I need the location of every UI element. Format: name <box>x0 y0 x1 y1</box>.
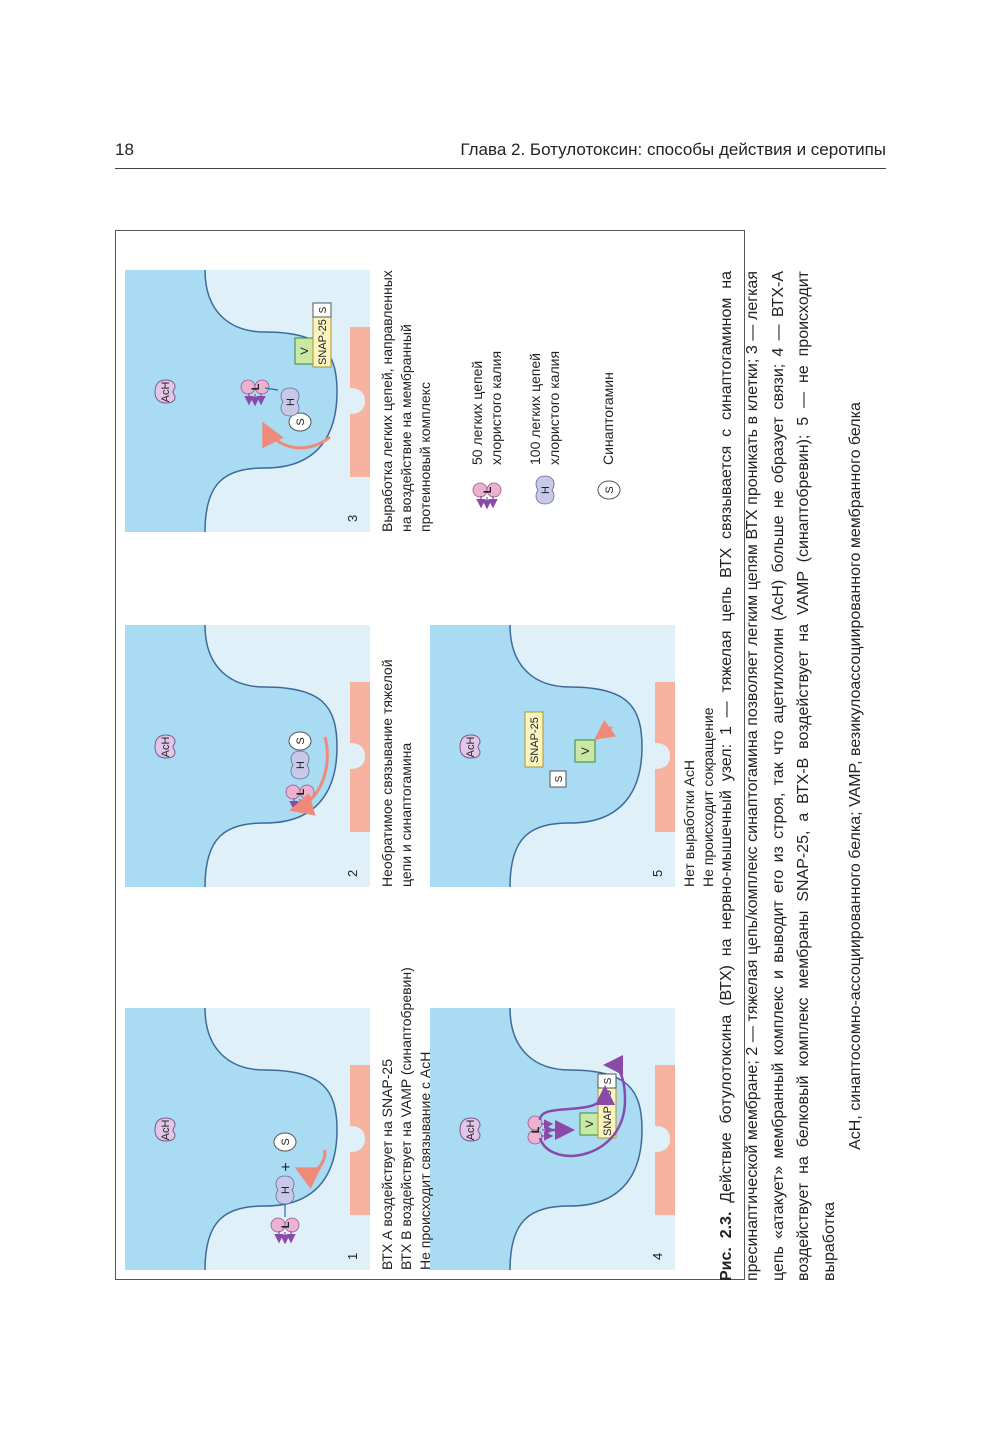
panel-2 <box>125 625 370 887</box>
page-number: 18 <box>115 140 134 159</box>
snap25-label: SNAP-25 <box>602 1090 614 1136</box>
legend-line: 100 легких цепей <box>527 353 543 465</box>
legend-line: 50 легких цепей <box>469 360 485 465</box>
legend-line: хлористого калия <box>488 350 504 465</box>
caption-text: Действие ботулотоксина (ВТХ) на нервно-мышечный узел: 1 — тяжелая цепь ВТХ связывается с синаптогамином на пресинаптической мембране; 2 — тяжелая цепь/комплекс синаптогамина позволяет легким цепям ВТХ проникать в клетки; 3 — легкая цепь «атакует» мембранный комплекс и выводит его из строя, так что ацетилхолин (AcH) больше не образует связи; 4 — ВТХ-А воздействует на белковый комплекс мембраны SNAP-25, а ВТХ-В воздействует на VAMP (синаптобревин); 5 — не происходит выработка <box>718 270 839 1281</box>
l-label: L <box>530 1126 542 1134</box>
h-label: H <box>295 761 307 769</box>
ach-label: AcH <box>160 736 172 758</box>
legend-item-light-chain <box>468 351 506 465</box>
s-box-label: S <box>318 306 329 314</box>
s-label: S <box>295 737 307 745</box>
legend-line: хлористого калия <box>546 350 562 465</box>
panel-number: 4 <box>650 1252 665 1260</box>
caption-line: ВТХ В воздействует на VAMP (синаптобревин) <box>398 967 414 1270</box>
legend-s-label: S <box>604 486 616 494</box>
panel-3-caption <box>378 270 435 532</box>
l-label: L <box>280 1221 292 1229</box>
panel-5 <box>430 625 675 887</box>
panel-2-caption <box>378 659 416 887</box>
running-title: Глава 2. Ботулотоксин: способы действия и серотипы <box>460 140 886 159</box>
panel-3 <box>125 270 370 532</box>
v-label: V <box>299 347 311 355</box>
ach-label: AcH <box>465 736 477 758</box>
ach-label: AcH <box>160 381 172 403</box>
caption-line: Не происходит сокращение <box>700 707 716 887</box>
h-label: H <box>280 1186 292 1194</box>
legend-item-heavy-chain <box>526 351 564 465</box>
v-label: V <box>584 1120 596 1128</box>
caption-line: на воздействие на мембранный <box>398 324 414 532</box>
caption-line: Не происходит связывание с AcH <box>417 1051 433 1270</box>
legend-l-label: L <box>482 486 494 494</box>
s-label: S <box>280 1138 292 1146</box>
caption-line: Необратимое связывание тяжелой <box>379 659 395 887</box>
caption-last-line: AcH, синаптосомно-ассоциированного белка; VAMP, везикулоассоциированного мембранного белка <box>846 402 864 1150</box>
l-label: L <box>295 788 307 796</box>
figure <box>115 230 745 1280</box>
caption-line: цепи и синаптогамина <box>398 742 414 887</box>
h-label: H <box>285 398 297 406</box>
ach-label: AcH <box>465 1119 477 1141</box>
panel-number: 5 <box>650 869 665 877</box>
panel-number: 3 <box>345 514 360 522</box>
legend-line: Синаптогамин <box>600 372 616 465</box>
s-label: S <box>295 418 307 426</box>
panel-number: 1 <box>345 1252 360 1260</box>
l-label: L <box>250 383 262 391</box>
panel-1 <box>125 1008 370 1270</box>
s-box-label: S <box>554 775 565 783</box>
panel-5-caption <box>680 708 718 888</box>
legend-item-synaptogamin <box>599 372 618 465</box>
panel-number: 2 <box>345 869 360 877</box>
header-rule <box>115 168 886 169</box>
figure-caption <box>714 270 864 1281</box>
caption-line: Нет выработки AcH <box>681 760 697 887</box>
snap25-label: SNAP-25 <box>529 717 541 763</box>
v-label: V <box>580 747 592 755</box>
snap25-label: SNAP-25 <box>317 319 329 365</box>
s-box-label: S <box>603 1077 614 1085</box>
caption-line: Выработка легких цепей, направленных <box>379 270 395 532</box>
ach-label: AcH <box>160 1119 172 1141</box>
caption-label: Рис. 2.3. <box>718 1211 735 1281</box>
panel-4 <box>430 1008 675 1270</box>
caption-line: ВТХ А воздействует на SNAP-25 <box>379 1059 395 1270</box>
plus-label: + <box>278 1162 295 1172</box>
panel-1-caption <box>378 967 435 1270</box>
caption-line: протеиновый комплекс <box>417 382 433 532</box>
legend-h-label: H <box>540 486 552 494</box>
